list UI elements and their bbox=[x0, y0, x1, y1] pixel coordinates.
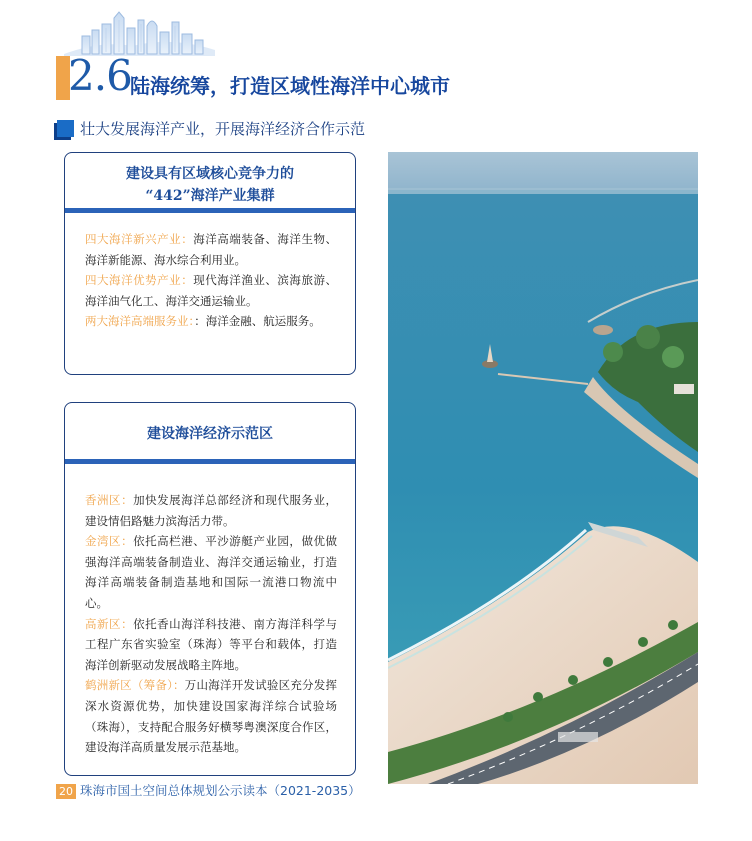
list-item bbox=[85, 614, 337, 676]
subheading: 壮大发展海洋产业，开展海洋经济合作示范 bbox=[80, 120, 366, 138]
item-text: 依托高栏港、平沙游艇产业园，做优做强海洋高端装备制造业、海洋交通运输业，打造海洋高端装备制造基地和国际一流港口物流中心。 bbox=[85, 534, 338, 610]
list-item bbox=[85, 229, 337, 270]
section-title: 陆海统筹，打造区域性海洋中心城市 bbox=[130, 74, 450, 98]
card-body bbox=[65, 464, 355, 758]
item-text: 加快发展海洋总部经济和现代服务业，建设情侣路魅力滨海活力带。 bbox=[85, 493, 338, 528]
subheading-square-icon bbox=[57, 120, 74, 137]
item-text: 现代海洋渔业、滨海旅游、海洋油气化工、海洋交通运输业。 bbox=[85, 273, 338, 308]
item-label: 高新区： bbox=[85, 616, 134, 631]
card-title: 建设具有区域核心竞争力的 “442”海洋产业集群 bbox=[126, 166, 294, 204]
card-title: 建设海洋经济示范区 bbox=[147, 426, 273, 442]
list-item bbox=[85, 675, 337, 757]
list-item bbox=[85, 270, 337, 311]
list-item bbox=[85, 490, 337, 531]
aerial-coast-photo bbox=[388, 152, 698, 784]
item-text: 万山海洋开发试验区充分发挥深水资源优势，加快建设国家海洋综合试验场（珠海），支持配合服务好横琴粤澳深度合作区，建设海洋高质量发展示范基地。 bbox=[85, 678, 338, 755]
item-text: 海洋高端装备、海洋生物、海洋新能源、海水综合利用业。 bbox=[85, 232, 338, 267]
section-number: 2.6 bbox=[68, 51, 132, 100]
card-body bbox=[65, 213, 355, 332]
item-text: 依托香山海洋科技港、南方海洋科学与工程广东省实验室（珠海）等平台和载体，打造海洋创新驱动发展战略主阵地。 bbox=[85, 616, 338, 672]
industry-cluster-card bbox=[64, 152, 356, 375]
economic-zone-card bbox=[64, 402, 356, 776]
item-label: 香洲区： bbox=[85, 493, 134, 507]
item-text: ：海洋金融、航运服务。 bbox=[194, 314, 321, 329]
page-number: 20 bbox=[56, 784, 76, 799]
city-skyline-icon bbox=[62, 10, 217, 56]
item-label: 四大海洋新兴产业： bbox=[85, 232, 194, 246]
footer-title: 珠海市国土空间总体规划公示读本（2021-2035） bbox=[80, 783, 361, 798]
item-label: 鹤洲新区（筹备）： bbox=[85, 678, 185, 693]
item-label: 两大海洋高端服务业： bbox=[85, 314, 195, 329]
list-item bbox=[85, 311, 337, 332]
item-label: 四大海洋优势产业： bbox=[85, 273, 194, 288]
list-item bbox=[85, 531, 337, 613]
item-label: 金湾区： bbox=[85, 534, 134, 549]
